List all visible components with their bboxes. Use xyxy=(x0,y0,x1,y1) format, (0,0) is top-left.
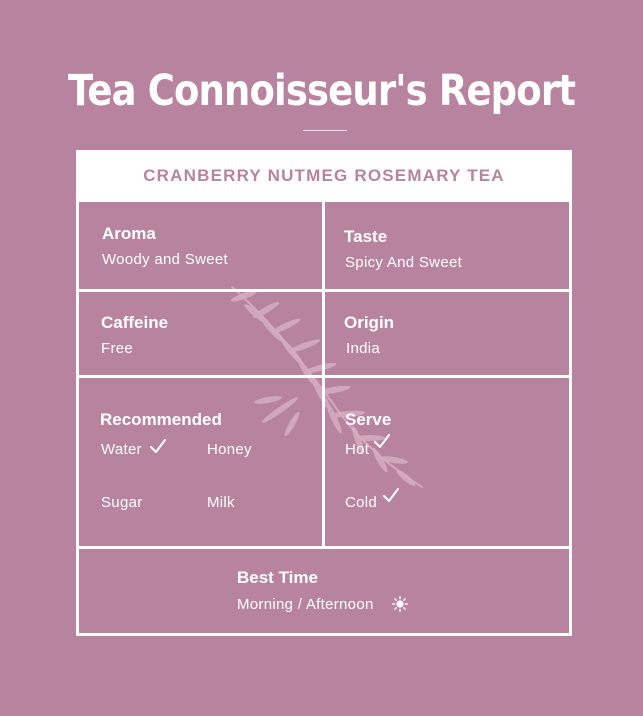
water-check-icon xyxy=(149,438,167,454)
row-divider-2 xyxy=(79,375,569,378)
caffeine-value: Free xyxy=(101,340,134,357)
column-divider-top xyxy=(322,202,325,546)
serve-option-hot: Hot xyxy=(345,441,370,458)
serve-option-cold: Cold xyxy=(345,494,378,511)
best-time-value: Morning / Afternoon xyxy=(237,596,374,613)
taste-value: Spicy And Sweet xyxy=(345,254,463,271)
row-divider-1 xyxy=(79,289,569,292)
hot-check-icon xyxy=(373,433,391,449)
origin-label: Origin xyxy=(344,313,395,332)
recommended-option-milk: Milk xyxy=(207,494,235,511)
tea-name-banner xyxy=(76,150,572,202)
tea-name: CRANBERRY NUTMEG ROSEMARY TEA xyxy=(143,166,505,185)
row-divider-3 xyxy=(79,546,569,549)
recommended-option-honey: Honey xyxy=(207,441,252,458)
aroma-value: Woody and Sweet xyxy=(102,251,228,268)
recommended-label: Recommended xyxy=(100,410,222,429)
report-table xyxy=(76,202,572,636)
recommended-option-sugar: Sugar xyxy=(101,494,143,511)
taste-label: Taste xyxy=(344,227,388,246)
cold-check-icon xyxy=(382,487,400,503)
best-time-label: Best Time xyxy=(237,568,318,587)
recommended-option-water: Water xyxy=(101,441,142,458)
caffeine-label: Caffeine xyxy=(101,313,169,332)
sun-icon xyxy=(392,596,408,612)
aroma-label: Aroma xyxy=(102,224,156,243)
page-title: Tea Connoisseur's Report xyxy=(67,66,576,116)
serve-label: Serve xyxy=(345,410,392,429)
title-divider xyxy=(303,130,347,131)
origin-value: India xyxy=(346,340,381,357)
